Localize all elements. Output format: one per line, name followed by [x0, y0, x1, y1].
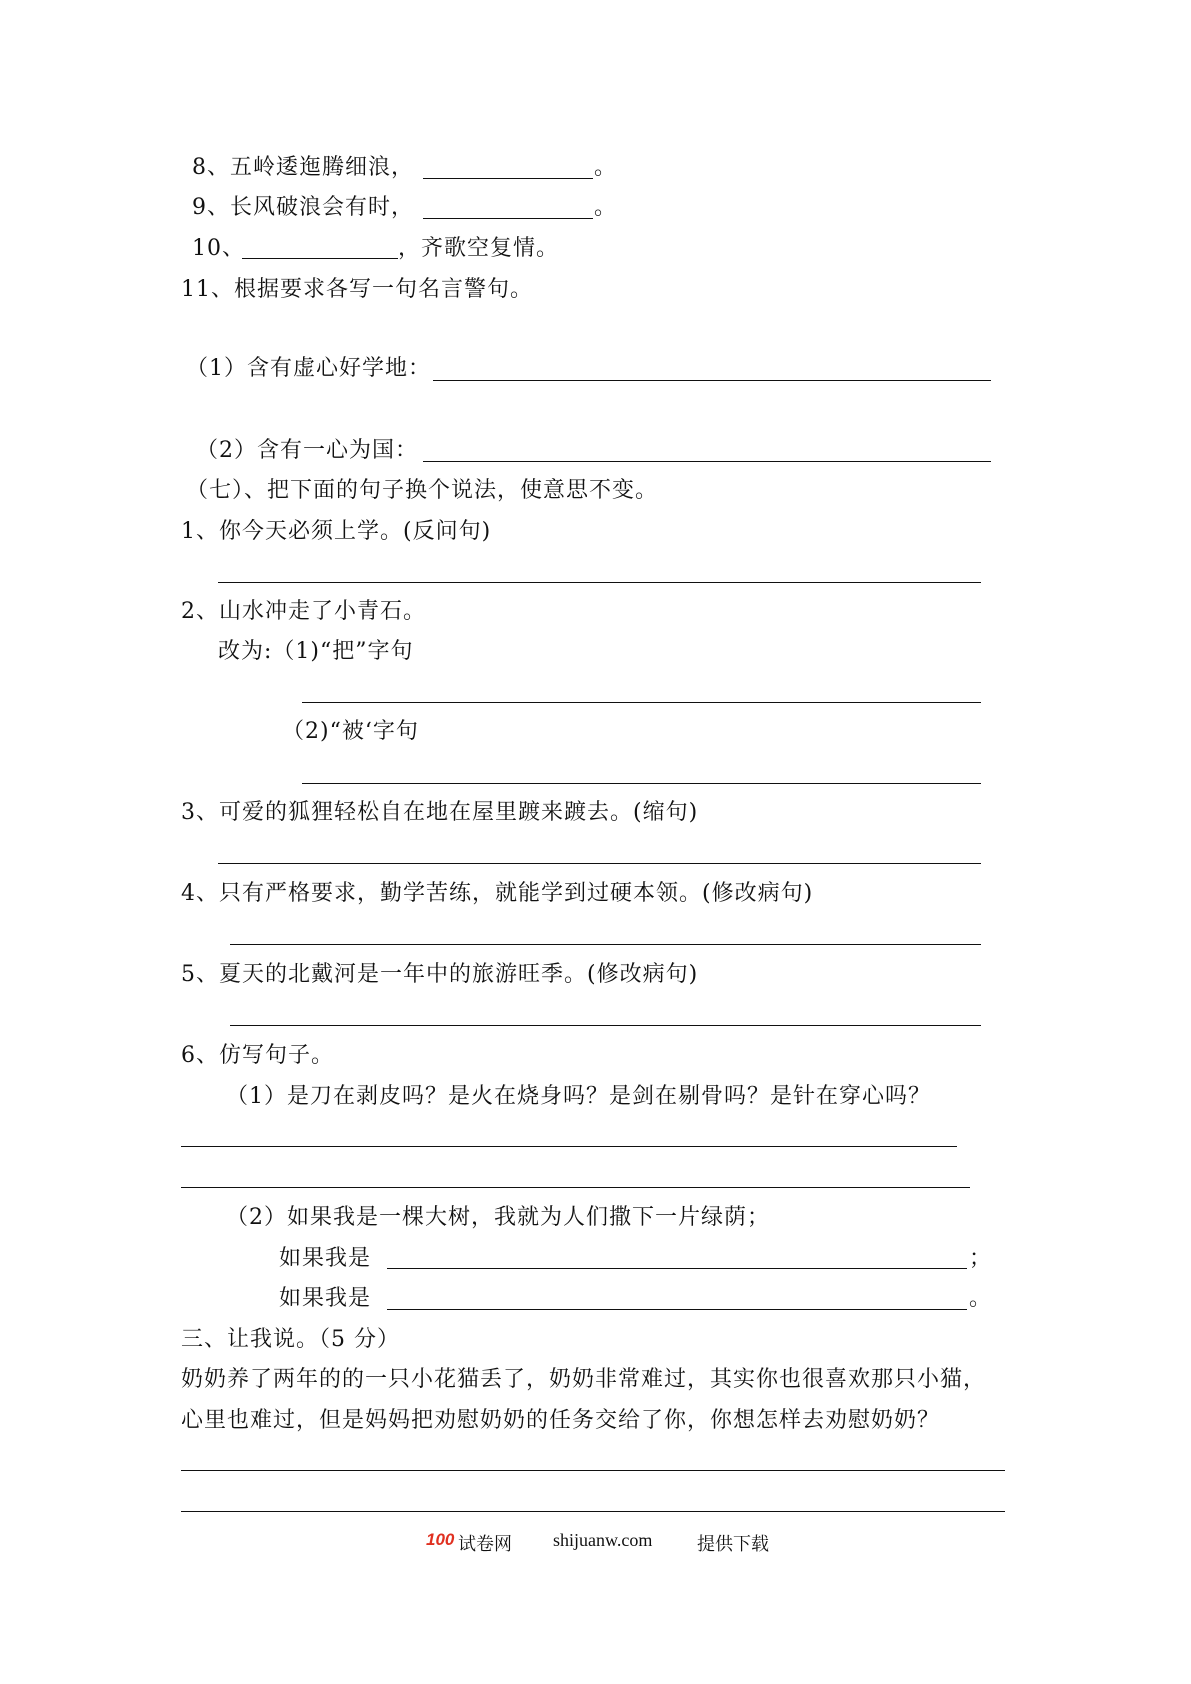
- s3-answer-line-2[interactable]: [181, 1511, 1005, 1512]
- q9-text: 9、长风破浪会有时，: [192, 195, 414, 220]
- section3-title: 三、让我说。（5 分）: [181, 1327, 400, 1352]
- q8-text: 8、五岭逶迤腾细浪，: [192, 155, 414, 180]
- s7-q6c-end: ；: [969, 1246, 993, 1271]
- s7-q6d-label: 如果我是: [279, 1286, 372, 1311]
- s7-q2b: （2)“被‘字句: [282, 719, 419, 744]
- s7-q6c-label: 如果我是: [279, 1246, 372, 1271]
- s7-q6d-line[interactable]: [387, 1309, 967, 1310]
- page-footer: [0, 1530, 1191, 1560]
- s7-q1-line[interactable]: [218, 582, 981, 583]
- s3-paragraph-line-1: 奶奶养了两年的的一只小花猫丢了，奶奶非常难过，其实你也很喜欢那只小猫，: [181, 1367, 987, 1392]
- site-url[interactable]: shijuanw.com: [553, 1530, 653, 1550]
- s7-q3-line[interactable]: [218, 863, 981, 864]
- s7-q6d-end: 。: [969, 1286, 993, 1311]
- q11-part2-line[interactable]: [423, 461, 991, 462]
- s7-q6a-line-1[interactable]: [181, 1146, 957, 1147]
- s7-q5-line[interactable]: [230, 1025, 981, 1026]
- q11-part1: （1）含有虚心好学地：: [186, 356, 431, 381]
- s7-q6b: （2）如果我是一棵大树，我就为人们撒下一片绿荫；: [226, 1205, 770, 1230]
- s7-q6: 6、仿写句子。: [181, 1043, 334, 1068]
- s7-q4: 4、只有严格要求，勤学苦练，就能学到过硬本领。(修改病句): [181, 881, 814, 906]
- s7-q1: 1、你今天必须上学。(反问句): [181, 519, 492, 544]
- q10-text: ，齐歌空复情。: [398, 236, 560, 261]
- q11-part2: （2）含有一心为国：: [196, 438, 418, 463]
- q11-part1-line[interactable]: [433, 380, 991, 381]
- q8-end: 。: [594, 155, 618, 180]
- footer-tagline: 提供下载: [697, 1534, 769, 1554]
- q8-answer-line[interactable]: [423, 178, 593, 179]
- s7-q6a: （1）是刀在剥皮吗？是火在烧身吗？是剑在剔骨吗？是针在穿心吗？: [226, 1084, 931, 1109]
- s7-q2: 2、山水冲走了小青石。: [181, 599, 426, 624]
- q10-answer-line[interactable]: [242, 258, 398, 259]
- site-logo: 100: [426, 1530, 455, 1549]
- s7-q6a-line-2[interactable]: [181, 1187, 970, 1188]
- q11-title: 11、根据要求各写一句名言警句。: [181, 277, 533, 302]
- s7-q2a: 改为:（1)“把”字句: [218, 639, 414, 664]
- q10-number: 10、: [192, 236, 245, 261]
- s3-answer-line-1[interactable]: [181, 1470, 1005, 1471]
- s7-q5: 5、夏天的北戴河是一年中的旅游旺季。(修改病句): [181, 962, 699, 987]
- s7-q2a-line[interactable]: [302, 702, 981, 703]
- site-name: 试卷网: [458, 1534, 512, 1554]
- s7-q6c-line[interactable]: [387, 1268, 967, 1269]
- s7-q4-line[interactable]: [230, 944, 981, 945]
- s3-paragraph-line-2: 心里也难过，但是妈妈把劝慰奶奶的任务交给了你，你想怎样去劝慰奶奶？: [181, 1408, 941, 1433]
- section7-title: （七）、把下面的句子换个说法，使意思不变。: [186, 478, 659, 503]
- q9-answer-line[interactable]: [423, 218, 593, 219]
- q9-end: 。: [594, 195, 618, 220]
- s7-q3: 3、可爱的狐狸轻松自在地在屋里踱来踱去。(缩句): [181, 800, 699, 825]
- s7-q2b-line[interactable]: [302, 783, 981, 784]
